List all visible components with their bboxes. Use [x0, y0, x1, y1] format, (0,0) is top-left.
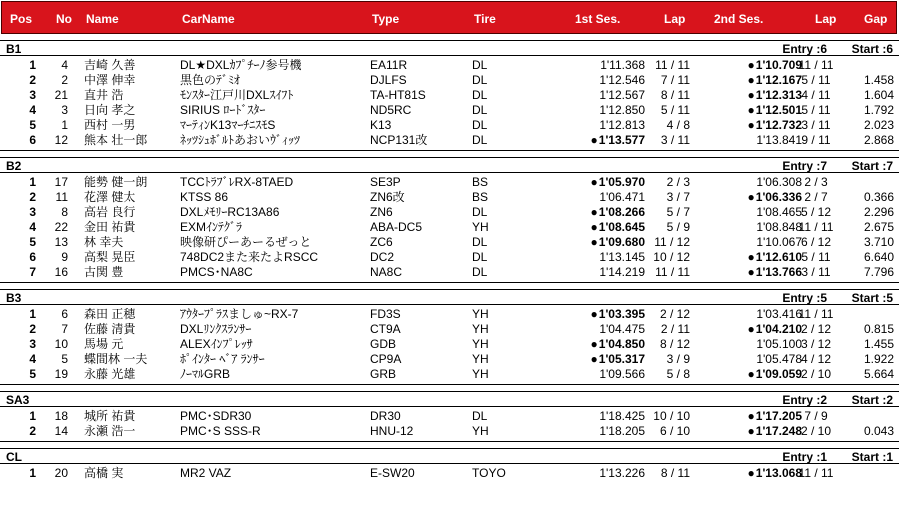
- second-session-lap: 2 / 12: [800, 322, 832, 336]
- second-session-lap: 2 / 3: [804, 175, 828, 189]
- tire-brand: DL: [472, 88, 488, 102]
- table-row: [0, 367, 899, 382]
- class-label: B2: [6, 159, 22, 173]
- second-session-time: 1'08.848: [756, 220, 802, 234]
- driver-name: 城所 祐貴: [84, 409, 136, 423]
- tire-brand: DL: [472, 103, 488, 117]
- first-session-lap: 11 / 11: [655, 58, 690, 72]
- driver-name: 花澤 健太: [84, 190, 136, 204]
- driver-name: 高梨 晃臣: [84, 250, 136, 264]
- car-type: ABA-DC5: [370, 220, 423, 234]
- car-number: 11: [55, 190, 68, 204]
- gap-value: 1.458: [863, 73, 894, 87]
- car-number: 13: [54, 235, 68, 249]
- first-session-time: 1'04.475: [599, 322, 645, 336]
- first-session-lap: 3 / 11: [660, 133, 690, 147]
- start-count: Start :6: [851, 42, 893, 56]
- table-row: [0, 88, 899, 103]
- header-no: No: [56, 12, 72, 26]
- second-session-time: 1'05.478: [756, 352, 802, 366]
- car-type: FD3S: [370, 307, 401, 321]
- class-label: CL: [6, 450, 22, 464]
- first-session-lap: 3 / 9: [666, 352, 690, 366]
- second-session-time: 1'13.841: [756, 133, 802, 147]
- class-header-1: [0, 157, 899, 173]
- row-position: 3: [29, 205, 36, 219]
- second-session-time: ● 1'12.610: [700, 251, 802, 264]
- driver-name: 古関 豊: [84, 265, 124, 279]
- driver-name: 林 幸夫: [84, 235, 124, 249]
- car-number: 9: [61, 250, 68, 264]
- gap-value: 2.675: [863, 220, 894, 234]
- row-position: 1: [29, 409, 36, 423]
- row-position: 1: [29, 175, 36, 189]
- car-number: 6: [61, 307, 68, 321]
- row-position: 2: [29, 424, 36, 438]
- first-session-lap: 2 / 12: [659, 307, 690, 321]
- gap-value: 1.604: [863, 88, 894, 102]
- second-session-lap: 11 / 11: [798, 307, 834, 321]
- car-name: MR2 VAZ: [180, 466, 232, 480]
- table-row: [0, 337, 899, 352]
- gap-value: 0.366: [863, 190, 894, 204]
- car-type: ND5RC: [370, 103, 412, 117]
- first-session-time: ● 1'08.645: [545, 221, 645, 234]
- tire-brand: BS: [472, 190, 489, 204]
- tire-brand: DL: [472, 235, 488, 249]
- second-session-time: ● 1'09.059: [700, 368, 802, 381]
- car-name: 黒色のﾃﾞﾐｵ: [180, 73, 241, 87]
- table-row: [0, 190, 899, 205]
- table-row: [0, 466, 899, 481]
- car-name: ｱｳﾀｰﾌﾟﾗｽましゅ~RX-7: [180, 307, 299, 321]
- header-s2: 2nd Ses.: [714, 12, 764, 26]
- tire-brand: YH: [472, 352, 489, 366]
- car-name: KTSS 86: [180, 190, 229, 204]
- row-position: 2: [29, 190, 36, 204]
- driver-name: 高橋 実: [84, 466, 124, 480]
- car-number: 18: [54, 409, 68, 423]
- gap-value: 7.796: [863, 265, 894, 279]
- first-session-lap: 11 / 12: [654, 235, 690, 249]
- car-number: 16: [54, 265, 68, 279]
- table-row: [0, 205, 899, 220]
- car-number: 1: [61, 118, 68, 132]
- header-pos: Pos: [10, 12, 33, 26]
- car-number: 12: [54, 133, 68, 147]
- car-name: EXMｲﾝﾃｸﾞﾗ: [180, 220, 243, 234]
- tire-brand: YH: [472, 424, 489, 438]
- car-name: PMC･S SSS-R: [180, 424, 261, 438]
- section-divider: [0, 384, 899, 385]
- tire-brand: YH: [472, 337, 489, 351]
- class-header-2: [0, 289, 899, 305]
- second-session-lap: 11 / 11: [798, 58, 834, 72]
- tire-brand: DL: [472, 133, 488, 147]
- first-session-lap: 2 / 3: [666, 175, 690, 189]
- second-session-time: ● 1'10.709: [700, 59, 802, 72]
- driver-name: 馬場 元: [84, 337, 124, 351]
- first-session-lap: 5 / 9: [666, 220, 690, 234]
- second-session-time: ● 1'17.248: [700, 425, 802, 438]
- second-session-lap: 9 / 11: [801, 133, 831, 147]
- tire-brand: DL: [472, 73, 488, 87]
- second-session-lap: 2 / 10: [800, 424, 832, 438]
- second-session-lap: 3 / 12: [800, 337, 832, 351]
- first-session-time: 1'13.145: [599, 250, 645, 264]
- driver-name: 西村 一男: [84, 118, 136, 132]
- tire-brand: DL: [472, 58, 488, 72]
- header-lap2: Lap: [815, 12, 837, 26]
- second-session-time: 1'08.465: [756, 205, 802, 219]
- car-name: DXLﾘﾝｸｽﾗﾝｻｰ: [180, 322, 252, 336]
- driver-name: 永藤 光雄: [84, 367, 136, 381]
- car-type: CT9A: [370, 322, 401, 336]
- row-position: 6: [29, 133, 36, 147]
- first-session-time: ● 1'09.680: [545, 236, 645, 249]
- car-number: 7: [61, 322, 68, 336]
- row-position: 3: [29, 88, 36, 102]
- first-session-lap: 10 / 10: [653, 409, 690, 423]
- gap-value: 1.922: [863, 352, 894, 366]
- section-divider: [0, 150, 899, 151]
- second-session-lap: 7 / 9: [804, 409, 828, 423]
- second-session-lap: 5 / 12: [800, 205, 832, 219]
- car-name: 映像研ぴーあーるぜっと: [180, 235, 312, 249]
- second-session-time: ● 1'12.501: [700, 104, 802, 117]
- car-name: DXLﾒﾓﾘｰRC13A86: [180, 205, 280, 219]
- tire-brand: BS: [472, 175, 489, 189]
- first-session-time: 1'11.368: [600, 58, 645, 72]
- entry-count: Entry :5: [782, 291, 827, 305]
- first-session-lap: 5 / 11: [660, 103, 690, 117]
- car-number: 8: [61, 205, 68, 219]
- entry-count: Entry :2: [782, 393, 827, 407]
- second-session-time: 1'05.100: [756, 337, 802, 351]
- gap-value: 0.815: [863, 322, 894, 336]
- car-number: 10: [54, 337, 68, 351]
- entry-count: Entry :1: [782, 450, 827, 464]
- driver-name: 金田 祐貴: [84, 220, 136, 234]
- second-session-lap: 3 / 11: [801, 265, 831, 279]
- first-session-lap: 6 / 10: [659, 424, 690, 438]
- car-name: SIRIUS ﾛｰﾄﾞｽﾀｰ: [180, 103, 266, 117]
- second-session-lap: 5 / 11: [801, 103, 831, 117]
- row-position: 5: [29, 235, 36, 249]
- tire-brand: YH: [472, 220, 489, 234]
- tire-brand: DL: [472, 250, 488, 264]
- class-label: B3: [6, 291, 22, 305]
- table-row: [0, 103, 899, 118]
- car-type: GRB: [370, 367, 397, 381]
- row-position: 1: [29, 307, 36, 321]
- table-row: [0, 265, 899, 280]
- driver-name: 吉崎 久善: [84, 58, 136, 72]
- class-label: B1: [6, 42, 22, 56]
- car-type: K13: [370, 118, 392, 132]
- class-header-3: [0, 391, 899, 407]
- car-name: TCCﾄﾗﾌﾞﾚRX-8TAED: [180, 175, 294, 189]
- second-session-time: ● 1'13.766: [700, 266, 802, 279]
- section-divider: [0, 441, 899, 442]
- header-gap: Gap: [864, 12, 888, 26]
- gap-value: 1.792: [863, 103, 894, 117]
- car-name: PMC･SDR30: [180, 409, 252, 423]
- second-session-lap: 6 / 12: [800, 235, 832, 249]
- second-session-lap: 4 / 12: [800, 352, 832, 366]
- row-position: 1: [29, 58, 36, 72]
- car-type: ZN6改: [370, 190, 405, 204]
- table-row: [0, 424, 899, 439]
- table-row: [0, 73, 899, 88]
- second-session-lap: 2 / 7: [804, 190, 828, 204]
- row-position: 4: [29, 103, 36, 117]
- first-session-lap: 8 / 11: [660, 88, 690, 102]
- table-row: [0, 409, 899, 424]
- car-name: ﾓﾝｽﾀｰ江戸川DXLｽｲﾌﾄ: [180, 88, 294, 102]
- table-row: [0, 250, 899, 265]
- first-session-time: ● 1'05.317: [545, 353, 645, 366]
- first-session-time: 1'12.546: [599, 73, 645, 87]
- first-session-lap: 8 / 11: [660, 466, 690, 480]
- second-session-time: ● 1'04.210: [700, 323, 802, 336]
- car-type: TA-HT81S: [370, 88, 426, 102]
- table-row: [0, 118, 899, 133]
- tire-brand: YH: [472, 367, 489, 381]
- entry-count: Entry :6: [782, 42, 827, 56]
- tire-brand: YH: [472, 322, 489, 336]
- start-count: Start :5: [851, 291, 893, 305]
- second-session-lap: 11 / 11: [798, 466, 834, 480]
- gap-value: 6.640: [863, 250, 894, 264]
- car-name: ﾏｰﾃｨﾝK13ﾏｰﾁﾆｽﾓS: [180, 118, 276, 132]
- second-session-time: 1'10.067: [756, 235, 802, 249]
- second-session-time: ● 1'13.068: [700, 467, 802, 480]
- car-number: 5: [61, 352, 68, 366]
- gap-value: 5.664: [863, 367, 894, 381]
- car-type: ZC6: [370, 235, 393, 249]
- header-s1: 1st Ses.: [575, 12, 621, 26]
- car-number: 3: [61, 103, 68, 117]
- second-session-time: ● 1'17.205: [700, 410, 802, 423]
- second-session-lap: 5 / 11: [801, 73, 831, 87]
- second-session-lap: 5 / 11: [801, 250, 831, 264]
- first-session-lap: 4 / 8: [666, 118, 690, 132]
- row-position: 3: [29, 337, 36, 351]
- tire-brand: DL: [472, 118, 488, 132]
- first-session-time: 1'18.425: [599, 409, 645, 423]
- second-session-time: ● 1'12.167: [700, 74, 802, 87]
- row-position: 6: [29, 250, 36, 264]
- gap-value: 2.868: [863, 133, 894, 147]
- first-session-time: ● 1'05.970: [545, 176, 645, 189]
- first-session-time: 1'13.226: [599, 466, 645, 480]
- tire-brand: DL: [472, 409, 488, 423]
- driver-name: 能勢 健一朗: [84, 175, 148, 189]
- class-label: SA3: [6, 393, 30, 407]
- tire-brand: DL: [472, 265, 488, 279]
- gap-value: 2.296: [863, 205, 894, 219]
- driver-name: 森田 正穂: [84, 307, 136, 321]
- header-type: Type: [372, 12, 400, 26]
- car-type: DJLFS: [370, 73, 407, 87]
- start-count: Start :7: [851, 159, 893, 173]
- first-session-time: ● 1'08.266: [545, 206, 645, 219]
- gap-value: 2.023: [863, 118, 894, 132]
- car-type: ZN6: [370, 205, 393, 219]
- second-session-time: ● 1'06.336: [700, 191, 802, 204]
- car-type: HNU-12: [370, 424, 414, 438]
- driver-name: 中澤 伸幸: [84, 73, 136, 87]
- section-divider: [0, 282, 899, 283]
- car-type: GDB: [370, 337, 397, 351]
- car-name: ﾈｯﾂｼｭﾎﾞﾙﾄあおいｳﾞｨｯﾂ: [180, 133, 301, 147]
- first-session-lap: 7 / 11: [660, 73, 690, 87]
- car-type: CP9A: [370, 352, 402, 366]
- car-name: ﾉｰﾏﾙGRB: [180, 367, 231, 381]
- table-row: [0, 352, 899, 367]
- car-type: DR30: [370, 409, 401, 423]
- car-number: 20: [54, 466, 68, 480]
- row-position: 7: [29, 265, 36, 279]
- header-car: CarName: [182, 12, 235, 26]
- table-row: [0, 307, 899, 322]
- first-session-time: ● 1'04.850: [545, 338, 645, 351]
- class-header-0: [0, 40, 899, 56]
- second-session-lap: 3 / 11: [801, 118, 831, 132]
- car-name: 748DC2また来たよRSCC: [180, 250, 319, 264]
- car-type: NCP131改: [370, 133, 428, 147]
- driver-name: 直井 浩: [84, 88, 124, 102]
- car-type: E-SW20: [370, 466, 415, 480]
- car-number: 19: [54, 367, 68, 381]
- row-position: 2: [29, 73, 36, 87]
- driver-name: 日向 孝之: [84, 103, 136, 117]
- first-session-lap: 5 / 7: [666, 205, 690, 219]
- car-name: PMCS･NA8C: [180, 265, 253, 279]
- entry-count: Entry :7: [782, 159, 827, 173]
- first-session-time: ● 1'03.395: [545, 308, 645, 321]
- first-session-time: 1'18.205: [599, 424, 645, 438]
- first-session-time: 1'06.471: [599, 190, 645, 204]
- car-number: 17: [54, 175, 68, 189]
- class-header-4: [0, 448, 899, 464]
- first-session-lap: 5 / 8: [666, 367, 690, 381]
- first-session-time: 1'09.566: [599, 367, 645, 381]
- second-session-lap: 11 / 11: [798, 220, 834, 234]
- first-session-time: ● 1'13.577: [545, 134, 645, 147]
- car-name: DL★DXLｶﾌﾟﾁｰﾉ参号機: [180, 58, 302, 72]
- second-session-time: ● 1'12.732: [700, 119, 802, 132]
- tire-brand: DL: [472, 205, 488, 219]
- car-type: DC2: [370, 250, 395, 264]
- second-session-lap: 2 / 10: [800, 367, 832, 381]
- first-session-lap: 8 / 12: [659, 337, 690, 351]
- driver-name: 熊本 壮一郎: [84, 133, 148, 147]
- start-count: Start :2: [851, 393, 893, 407]
- driver-name: 蝶間林 一夫: [84, 352, 148, 366]
- first-session-lap: 11 / 11: [655, 265, 690, 279]
- table-header: [1, 1, 897, 34]
- car-number: 14: [54, 424, 68, 438]
- second-session-time: 1'03.416: [756, 307, 802, 321]
- first-session-time: 1'12.813: [599, 118, 645, 132]
- car-type: SE3P: [370, 175, 401, 189]
- gap-value: 0.043: [863, 424, 894, 438]
- second-session-lap: 4 / 11: [801, 88, 831, 102]
- car-number: 4: [61, 58, 68, 72]
- header-tire: Tire: [474, 12, 496, 26]
- header-name: Name: [86, 12, 119, 26]
- table-row: [0, 175, 899, 190]
- driver-name: 高岩 良行: [84, 205, 136, 219]
- first-session-time: 1'14.219: [599, 265, 645, 279]
- row-position: 4: [29, 352, 36, 366]
- start-count: Start :1: [851, 450, 893, 464]
- header-lap1: Lap: [664, 12, 686, 26]
- car-number: 2: [61, 73, 68, 87]
- first-session-time: 1'12.567: [599, 88, 645, 102]
- row-position: 5: [29, 367, 36, 381]
- row-position: 1: [29, 466, 36, 480]
- car-type: EA11R: [370, 58, 408, 72]
- table-row: [0, 322, 899, 337]
- second-session-time: ● 1'12.313: [700, 89, 802, 102]
- driver-name: 佐藤 清貴: [84, 322, 136, 336]
- car-number: 21: [54, 88, 68, 102]
- car-type: NA8C: [370, 265, 403, 279]
- first-session-lap: 10 / 12: [653, 250, 690, 264]
- car-number: 22: [54, 220, 68, 234]
- row-position: 4: [29, 220, 36, 234]
- row-position: 2: [29, 322, 36, 336]
- tire-brand: YH: [472, 307, 489, 321]
- first-session-lap: 3 / 7: [666, 190, 690, 204]
- table-row: [0, 220, 899, 235]
- table-row: [0, 235, 899, 250]
- car-name: ﾎﾟｲﾝﾀｰ ﾍﾞｱ ﾗﾝｻｰ: [180, 352, 265, 366]
- row-position: 5: [29, 118, 36, 132]
- first-session-time: 1'12.850: [599, 103, 645, 117]
- driver-name: 永瀬 浩一: [84, 424, 136, 438]
- gap-value: 3.710: [863, 235, 894, 249]
- first-session-lap: 2 / 11: [660, 322, 690, 336]
- gap-value: 1.455: [863, 337, 894, 351]
- car-name: ALEXｲﾝﾌﾟﾚｯｻ: [180, 337, 253, 351]
- tire-brand: TOYO: [472, 466, 506, 480]
- second-session-time: 1'06.308: [756, 175, 802, 189]
- table-row: [0, 58, 899, 73]
- table-row: [0, 133, 899, 148]
